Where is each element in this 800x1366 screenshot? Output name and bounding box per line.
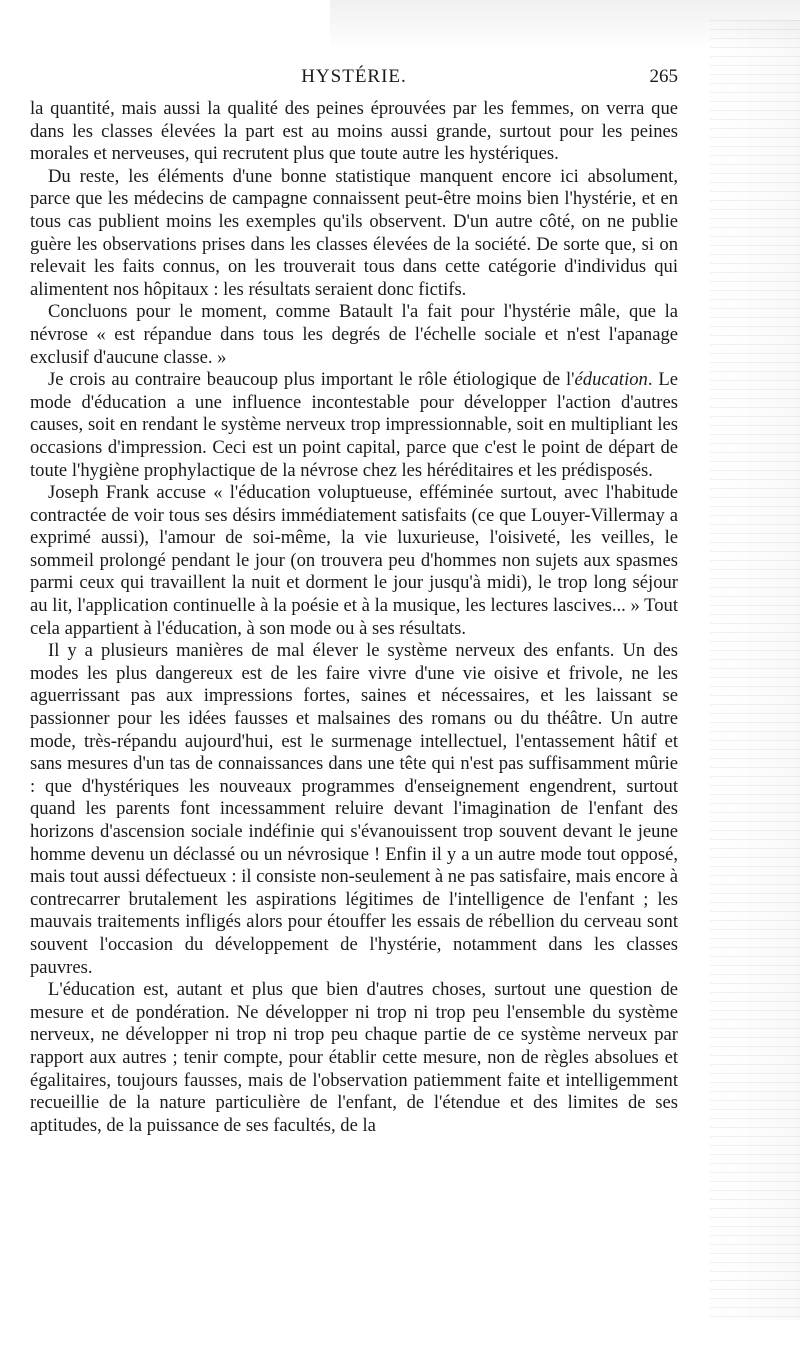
paragraph-modes: Il y a plusieurs manières de mal élever le système nerveux des enfants. Un des modes les plus dangereux est de les faire vivre d'une vie oisive et frivole, ne les aguerrissant pas aux impressions fortes, saines et nécessaires, et les laissant se passionner pour les idées fausses et malsaines des romans ou du théâtre. Un autre mode, très-répandu aujourd'hui, est le surmenage intellectuel, l'entassement hâtif et sans mesures d'un tas de connaissances dans une tête qui n'est pas suffisamment mûrie : que d'hystériques les nouveaux programmes d'enseignement engendrent, surtout quand les parents font incessamment reluire devant l'imagination de l'enfant des horizons d'ascension sociale indéfinie qui s'évanouissent trop souvent devant le jeune homme devenu un déclassé ou un névrosique ! Enfin il y a un autre mode tout opposé, mais tout aussi défectueux : il consiste non-seulement à ne pas satisfaire, mais encore à contrecarrer brutalement les aspirations légitimes de l'intelligence de l'enfant ; les mauvais traitements infligés alors pour étouffer les essais de rébellion du cerveau sont souvent l'occasion du développement de l'hystérie, notamment dans les classes pauvres.: [30, 640, 678, 978]
paragraph-measure: L'éducation est, autant et plus que bien d'autres choses, surtout une question de mesure et de pondération. Ne développer ni trop ni trop peu l'ensemble du système nerveux, ne développer ni trop ni trop peu chaque partie de ce système nerveux par rapport aux autres ; tenir compte, pour établir cette mesure, non de règles absolues et égalitaires, toujours fausses, mais de l'observation patiemment faite et intelligemment recueillie de la nature particulière de l'enfant, de l'étendue et des limites de ses aptitudes, de la puissance de ses facultés, de la: [30, 979, 678, 1136]
paragraph-statistics: Du reste, les éléments d'une bonne statistique manquent encore ici absolument, parce que les médecins de campagne connaissent peut-être moins bien l'hystérie, et en tous cas publient moins les exemples qu'ils observent. D'un autre côté, on ne publie guère les observations prises dans les classes élevées de la société. De sorte que, si on relevait les faits connus, on les trouverait tous dans cette catégorie d'individus qui alimentent nos hôpitaux : les résultats seraient donc fictifs.: [30, 165, 678, 300]
paragraph-education-rest: . Le mode d'éducation a une influence incontestable pour développer l'action d'autres causes, soit en rendant le système nerveux trop impressionnable, soit en multipliant les occasions d'impression. Ceci est un point capital, parce que c'est le point de départ de toute l'hygiène prophylactique de la névrose chez les héréditaires et les prédisposés.: [30, 369, 678, 481]
text-body: [30, 98, 678, 1137]
paragraph-conclusion: Concluons pour le moment, comme Batault l'a fait pour l'hystérie mâle, que la névrose « est répandue dans tous les degrés de l'échelle sociale et n'est l'apanage exclusif d'aucune classe. »: [30, 301, 678, 368]
paragraph-education: [30, 369, 678, 482]
running-title: HYSTÉRIE.: [301, 66, 407, 87]
scan-bleed-right-margin: [710, 20, 800, 1320]
emphasis-education: éducation: [574, 369, 648, 391]
paragraph-education-start: Je crois au contraire beaucoup plus important le rôle étiologique de l': [48, 369, 575, 391]
page-number: 265: [649, 66, 678, 87]
paragraph-continuation: la quantité, mais aussi la qualité des peines éprouvées par les femmes, on verra que dans les classes élevées la part est au moins aussi grande, surtout pour les peines morales et nerveuses, qui recrutent plus que toute autre les hystériques.: [30, 98, 678, 165]
paragraph-joseph-frank: Joseph Frank accuse « l'éducation voluptueuse, efféminée surtout, avec l'habitude contractée de voir tous ses désirs immédiatement satisfaits (ce que Louyer-Villermay a exprimé aussi), l'amour de soi-même, la vie luxurieuse, l'oisiveté, les veilles, le sommeil prolongé pendant le jour (on trouvera peu d'hommes non sujets aux spasmes parmi ceux qui travaillent la nuit et dorment le jour jusqu'à midi), le trop long séjour au lit, l'application continuelle à la poésie et à la musique, les lectures lascives... » Tout cela appartient à l'éducation, à son mode ou à ses résultats.: [30, 482, 678, 639]
page-header: [30, 66, 678, 96]
